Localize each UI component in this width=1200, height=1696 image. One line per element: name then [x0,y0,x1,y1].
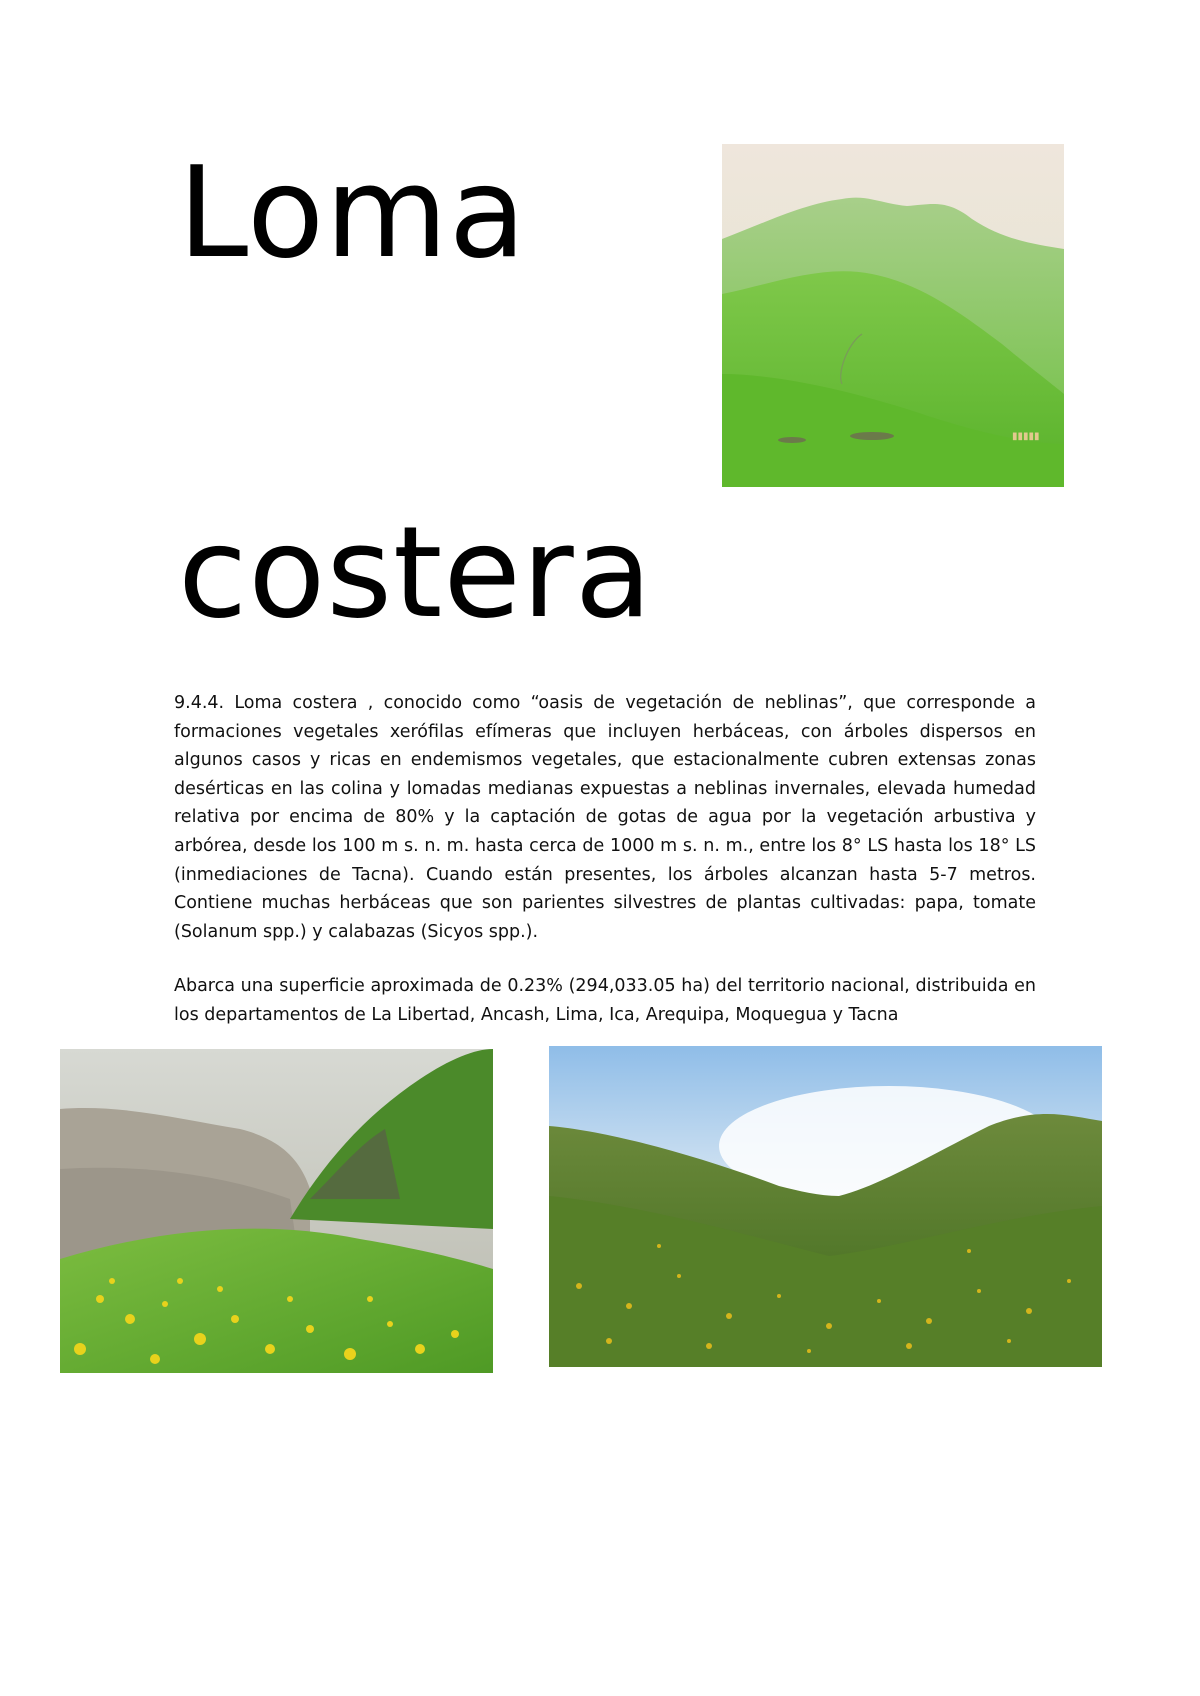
title-line-2: costera [178,499,653,646]
green-hills-photo [722,144,1064,487]
extent-paragraph: Abarca una superficie aproximada de 0.23% (294,033.05 ha) del territorio nacional, distribuida en los departamentos de La Libertad, Ancash, Lima, Ica, Arequipa, Moquegua y Tacna [174,976,1036,1025]
flowering-hillside-photo [60,1049,493,1373]
svg-text:▮▮▮▮▮: ▮▮▮▮▮ [1012,431,1040,442]
title-line-1: Loma [178,139,528,286]
description-paragraph: 9.4.4. Loma costera , conocido como “oasis de vegetación de neblinas”, que corresponde a formaciones vegetales xerófilas efímeras que incluyen herbáceas, con árboles dispersos en algunos casos y ricas en endemismos vegetales, que estacionalmente cubren extensas zonas desérticas en las colina y lomadas medianas expuestas a neblinas invernales, elevada humedad relativa por encima de 80% y la captación de gotas de agua por la vegetación arbustiva y arbórea, desde los 100 m s. n. m. hasta cerca de 1000 m s. n. m., entre los 8° LS hasta los 18° LS (inmediaciones de Tacna). Cuando están presentes, los árboles alcanzan hasta 5-7 metros. Contiene muchas herbáceas que son parientes silvestres de plantas cultivadas: papa, tomate (Solanum spp.) y calabazas (Sicyos spp.). [174,693,1036,942]
flowering-valley-photo [549,1046,1102,1367]
